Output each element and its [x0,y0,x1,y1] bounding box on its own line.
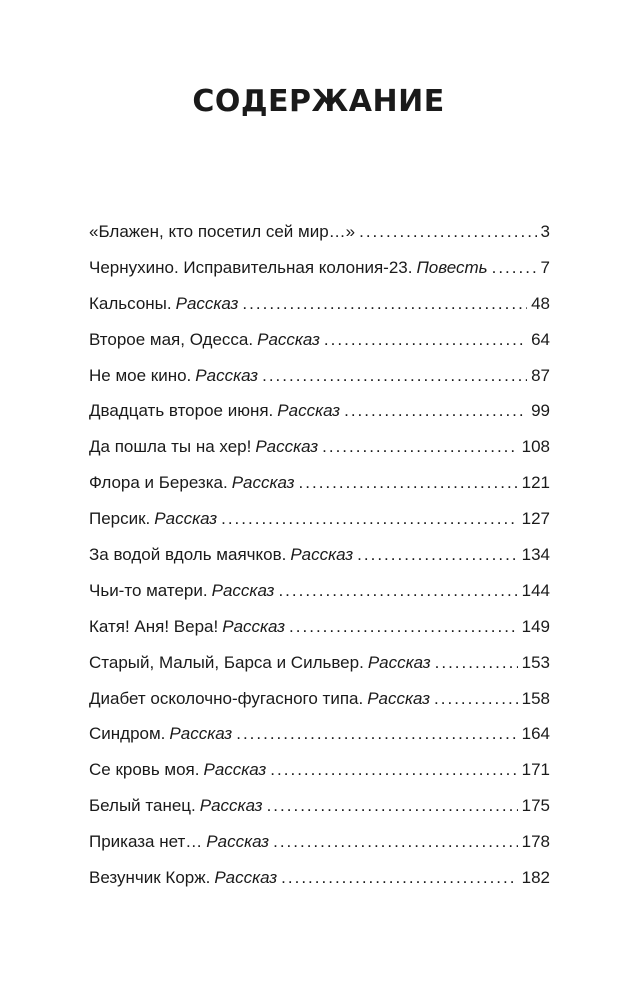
toc-entry [89,366,550,402]
dot-leader [322,437,517,457]
dot-leader [262,366,527,386]
dot-leader [344,401,527,421]
toc-entry-page-number: 48 [531,293,550,313]
toc-entry-title: Катя! Аня! Вера! [89,616,219,636]
toc-entry-genre: Рассказ [169,724,233,744]
dot-leader [435,653,518,673]
toc-entry [89,473,550,509]
dot-leader [273,832,518,852]
toc-entry-page-number: 182 [521,868,550,888]
toc-entry-page-number: 153 [521,652,550,672]
toc-entry-page-number: 164 [521,724,550,744]
toc-entry-genre: Рассказ [214,868,278,888]
dot-leader [236,724,517,744]
toc-entry-title: Белый танец. [89,796,196,816]
dot-leader [299,473,518,493]
toc-entry-genre: Рассказ [211,580,275,600]
toc-entry [89,832,550,868]
toc-entry [89,653,550,689]
toc-entry-page-number: 178 [521,832,550,852]
toc-entry [89,617,550,653]
dot-leader [267,796,518,816]
toc-entry-genre: Рассказ [367,688,431,708]
toc-entry [89,868,550,904]
toc-entry [89,689,550,725]
toc-entry-genre: Повесть [416,257,488,277]
toc-entry [89,330,550,366]
table-of-contents [89,222,550,904]
toc-entry-genre: Рассказ [154,509,218,529]
toc-entry [89,760,550,796]
toc-entry-title: Кальсоны. [89,293,172,313]
toc-entry-title: Да пошла ты на хер! [89,437,252,457]
toc-entry-title: Старый, Малый, Барса и Сильвер. [89,652,364,672]
toc-entry-page-number: 99 [531,401,550,421]
toc-entry-genre: Рассказ [255,437,319,457]
toc-entry-title: Персик. [89,509,151,529]
toc-entry [89,222,550,258]
toc-entry-page-number: 7 [540,257,550,277]
toc-entry-title: Не мое кино. [89,365,192,385]
dot-leader [357,545,517,565]
toc-entry-title: Диабет осколочно-фугасного типа. [89,688,364,708]
toc-entry-page-number: 87 [531,365,550,385]
toc-entry-title: Чернухино. Исправительная колония-23. [89,257,413,277]
toc-entry-page-number: 144 [521,580,550,600]
toc-entry [89,294,550,330]
toc-entry [89,401,550,437]
dot-leader [492,258,537,278]
toc-entry [89,437,550,473]
dot-leader [278,581,517,601]
dot-leader [324,330,527,350]
dot-leader [434,689,518,709]
dot-leader [221,509,518,529]
toc-entry-title: Второе мая, Одесса. [89,329,254,349]
toc-entry-title: Приказа нет… [89,832,203,852]
toc-entry-page-number: 127 [521,509,550,529]
toc-entry-page-number: 158 [521,688,550,708]
toc-entry-title: Флора и Березка. [89,473,228,493]
toc-entry-genre: Рассказ [290,545,354,565]
dot-leader [270,760,517,780]
toc-entry [89,545,550,581]
page-title: СОДЕРЖАНИЕ [192,84,445,119]
toc-entry-page-number: 171 [521,760,550,780]
toc-entry-title: Чьи-то матери. [89,580,208,600]
toc-entry-genre: Рассказ [203,760,267,780]
dot-leader [281,868,517,888]
toc-entry-page-number: 64 [531,329,550,349]
dot-leader [242,294,527,314]
dot-leader [359,222,536,242]
dot-leader [289,617,518,637]
toc-entry-genre: Рассказ [367,652,431,672]
toc-entry [89,796,550,832]
toc-entry [89,258,550,294]
toc-entry-page-number: 108 [521,437,550,457]
toc-entry-genre: Рассказ [206,832,270,852]
toc-entry-title: Двадцать второе июня. [89,401,274,421]
toc-entry-genre: Рассказ [175,293,239,313]
toc-entry [89,509,550,545]
toc-entry [89,724,550,760]
toc-entry-page-number: 134 [521,545,550,565]
toc-entry-genre: Рассказ [199,796,263,816]
toc-entry-title: За водой вдоль маячков. [89,545,287,565]
toc-entry-page-number: 149 [521,616,550,636]
toc-entry-title: Синдром. [89,724,166,744]
toc-entry-page-number: 121 [521,473,550,493]
toc-entry-title: Везунчик Корж. [89,868,211,888]
toc-entry-page-number: 175 [521,796,550,816]
toc-entry-genre: Рассказ [222,616,286,636]
toc-entry-title: «Блажен, кто посетил сей мир…» [89,222,356,241]
toc-entry-genre: Рассказ [277,401,341,421]
toc-entry-page-number: 3 [540,222,550,241]
toc-entry-genre: Рассказ [257,329,320,349]
toc-entry-genre: Рассказ [195,365,259,385]
toc-entry-title: Се кровь моя. [89,760,200,780]
toc-entry-genre: Рассказ [231,473,295,493]
toc-entry [89,581,550,617]
